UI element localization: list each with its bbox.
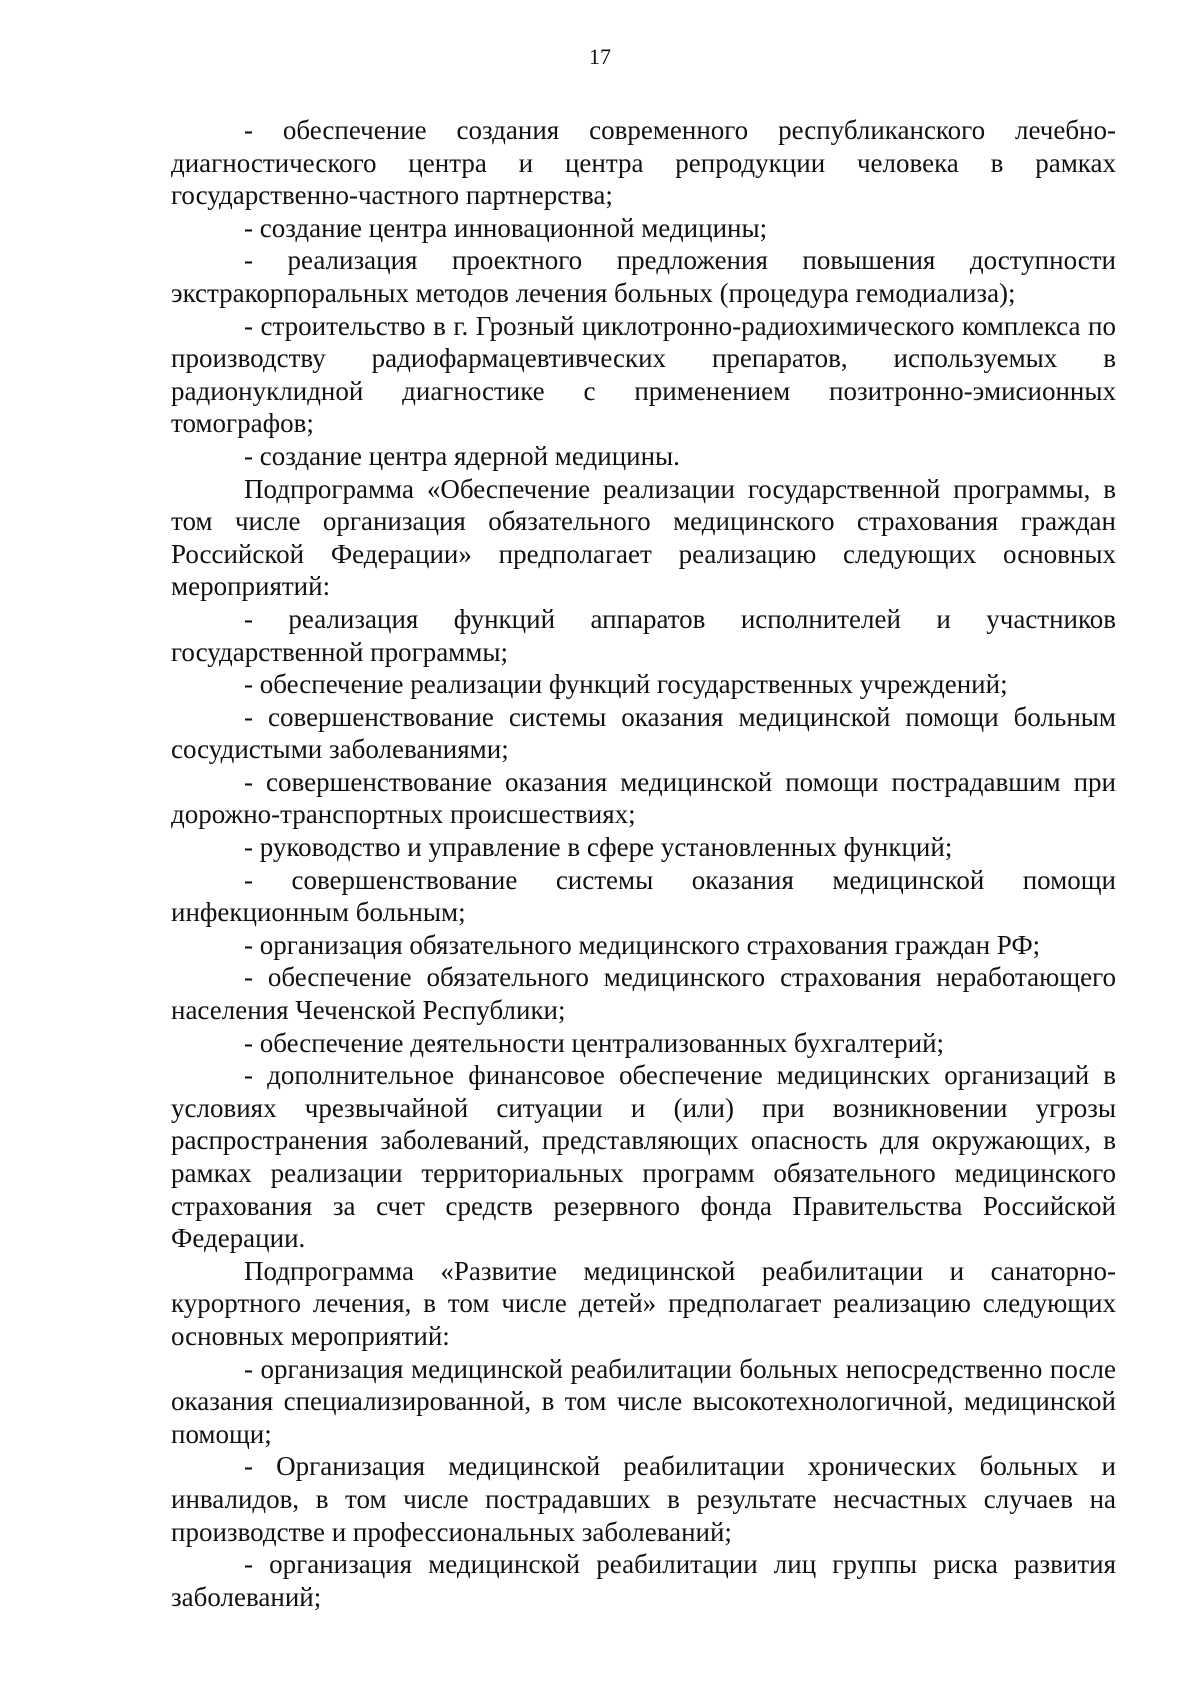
paragraph: Подпрограмма «Обеспечение реализации государственной программы, в том числе организация обязательного медицинского страхования граждан Российской Федерации» предполагает реализацию следующих основных мероприятий: xyxy=(171,473,1116,602)
paragraph: - обеспечение деятельности централизованных бухгалтерий; xyxy=(244,1027,945,1058)
paragraph: Подпрограмма «Развитие медицинской реабилитации и санаторно-курортного лечения, в том числе детей» предполагает реализацию следующих основных мероприятий: xyxy=(171,1255,1116,1351)
paragraph: - создание центра инновационной медицины; xyxy=(244,212,768,243)
paragraph: - обеспечение обязательного медицинского страхования неработающего населения Чеченской Республики; xyxy=(171,962,1116,1026)
page-number: 17 xyxy=(589,44,611,69)
paragraph: - дополнительное финансовое обеспечение медицинских организаций в условиях чрезвычайной ситуации и (или) при возникновении угрозы распространения заболеваний, представляющих опасность для окружающих, в рамках реализации территориальных программ обязательного медицинского страхования за счет средств резервного фонда Правительства Российской Федерации. xyxy=(171,1060,1116,1254)
paragraph: - Организация медицинской реабилитации хронических больных и инвалидов, в том числе пострадавших в результате несчастных случаев на производстве и профессиональных заболеваний; xyxy=(171,1451,1116,1547)
paragraph: - обеспечение реализации функций государственных учреждений; xyxy=(244,669,1008,700)
paragraph: - реализация функций аппаратов исполнителей и участников государственной программы; xyxy=(171,603,1116,667)
paragraph: - реализация проектного предложения повышения доступности экстракорпоральных методов лечения больных (процедура гемодиализа); xyxy=(171,245,1116,308)
paragraph: - совершенствование системы оказания медицинской помощи инфекционным больным; xyxy=(171,864,1116,928)
document-body xyxy=(171,114,1116,1613)
paragraph: - строительство в г. Грозный циклотронно-радиохимического комплекса по производству радиофармацевтивческих препаратов, используемых в радионуклидной диагностике с применением позитронно-эмисионных томографов; xyxy=(171,310,1116,439)
paragraph: - руководство и управление в сфере установленных функций; xyxy=(244,832,953,863)
paragraph: - совершенствование системы оказания медицинской помощи больным сосудистыми заболеваниями; xyxy=(171,701,1116,765)
paragraph: - обеспечение создания современного республиканского лечебно-диагностического центра и центра репродукции человека в рамках государственно-частного партнерства; xyxy=(171,115,1116,211)
paragraph: - создание центра ядерной медицины. xyxy=(244,440,680,471)
paragraph: - организация медицинской реабилитации больных непосредственно после оказания специализированной, в том числе высокотехнологичной, медицинской помощи; xyxy=(171,1353,1116,1449)
paragraph: - совершенствование оказания медицинской помощи пострадавшим при дорожно-транспортных происшествиях; xyxy=(171,766,1116,830)
paragraph: - организация обязательного медицинского страхования граждан РФ; xyxy=(244,929,1041,960)
paragraph: - организация медицинской реабилитации лиц группы риска развития заболеваний; xyxy=(171,1549,1116,1612)
